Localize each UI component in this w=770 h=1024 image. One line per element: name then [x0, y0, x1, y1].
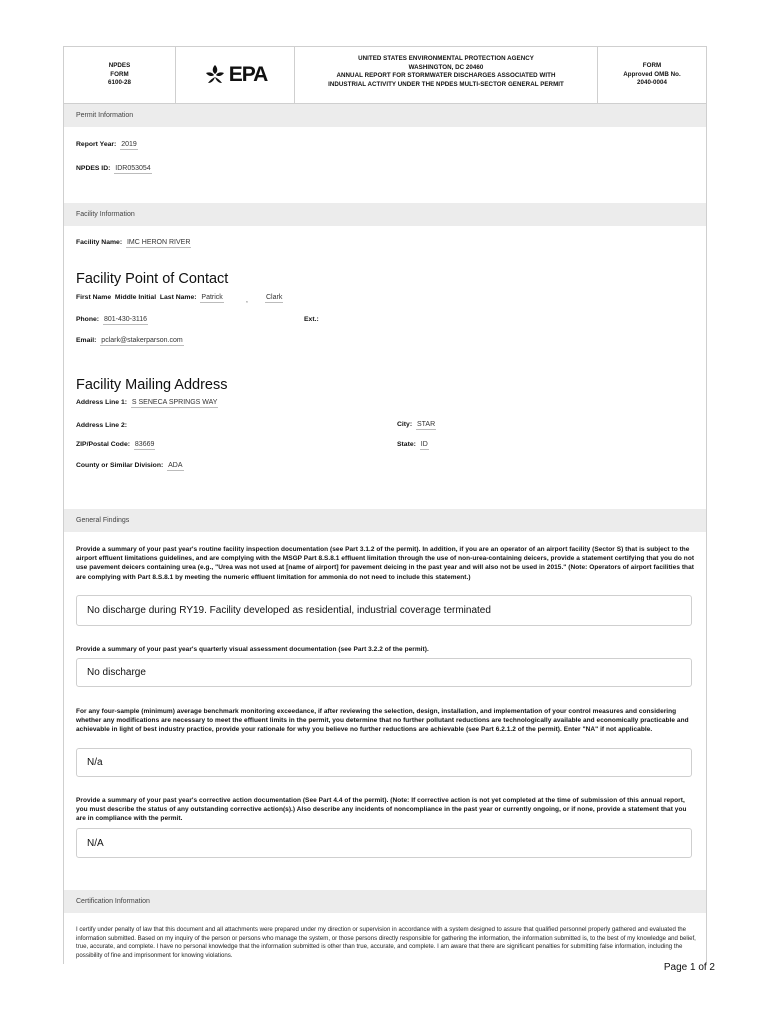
npdes-id-row	[76, 165, 152, 172]
address-line1-value: S SENECA SPRINGS WAY	[131, 399, 218, 406]
agency-line: UNITED STATES ENVIRONMENTAL PROTECTION AGENCY	[358, 55, 534, 62]
question-corrective-action: Provide a summary of your past year's corrective action documentation (See Part 4.4 of the permit). (Note: If corrective action is not yet completed at the time of submission of this annual report, you must describe the status of any outstanding corrective action(s).) Also describe any incidents of noncompliance in the past year or currently ongoing, or if none, provide a statement that you are in compliance with the permit.	[76, 797, 687, 823]
last-name-cell	[263, 294, 283, 301]
zip-label: ZIP/Postal Code:	[76, 441, 131, 448]
state-value: ID	[420, 441, 428, 448]
zip-value: 83669	[134, 441, 155, 448]
omb-line: Approved OMB No.	[623, 70, 681, 78]
county-row	[76, 462, 184, 469]
form-id-line: FORM	[110, 70, 129, 78]
first-name-label: First Name	[76, 294, 112, 301]
state-row	[397, 441, 429, 448]
npdes-id-value: IDR053054	[115, 165, 151, 172]
county-value: ADA	[168, 462, 183, 469]
answer-corrective-action: N/A	[76, 828, 692, 858]
certification-text: I certify under penalty of law that this document and all attachments were prepared under my direction or supervision in accordance with a system designed to assure that qualified personnel properly gathered and evaluated the information submitted. Based on my inquiry of the person or persons who manage the system, or those persons directly responsible for gathering the information, the information submitted is, to the best of my knowledge and belief, true, accurate, and complete. I have no personal knowledge that the information submitted is other than true, accurate, and complete. I am aware that there are significant penalties for submitting false information, including the possibility of fine and imprisonment for knowing violations.	[76, 926, 696, 959]
omb-approval-block	[598, 47, 706, 103]
section-general-findings: General Findings	[64, 509, 706, 532]
email-row	[76, 337, 184, 344]
phone-value: 801-430-3116	[103, 316, 148, 323]
address-line2-label: Address Line 2:	[76, 422, 127, 429]
form-id-block	[64, 47, 176, 103]
form-sheet	[63, 46, 707, 964]
facility-name-value: IMC HERON RIVER	[126, 239, 191, 246]
last-name-value: Clark	[266, 294, 283, 301]
agency-title-block	[294, 47, 598, 103]
email-label: Email:	[76, 337, 97, 344]
city-value: STAR	[417, 421, 436, 428]
form-id-line: NPDES	[108, 62, 131, 70]
omb-line: FORM	[642, 62, 662, 70]
question-benchmark: For any four-sample (minimum) average benchmark monitoring exceedance, if after reviewing the selection, design, installation, and implementation of your control measures and considering whether any modifications are necessary to meet the effluent limits in the permit, you determine that no further pollutant reductions are technologically available and economically practicable and achievable in light of best industry practice, provide your rationale for why you believe no further reductions are achievable (see Part 6.2.1.2 of the permit). Enter "NA" if not applicable.	[76, 708, 689, 734]
report-year-row	[76, 141, 138, 148]
agency-line: ANNUAL REPORT FOR STORMWATER DISCHARGES ASSOCIATED WITH	[336, 72, 556, 79]
facility-name-row	[76, 239, 191, 246]
agency-line: WASHINGTON, DC 20460	[408, 63, 484, 71]
question-inspection: Provide a summary of your past year's routine facility inspection documentation (see Part 3.1.2 of the permit). In addition, if you are an operator of an airport facility (Sector S) that is subject to the airport effluent limitations guidelines, and are complying with the MSGP Part 8.S.8.1 effluent limitation through the use of non-urea-containing deicers, provide a statement certifying that you do not use pavement deicers containing urea (e.g., "Urea was not used at [name of airport] for pavement deicing in the past year and will also not be used in 2015." (Note: Operators of airport facilities that are complying with Part 8.S.8.1 by meeting the numeric effluent limitation for ammonia do not need to include this statement.)	[76, 546, 695, 581]
report-year-value: 2019	[121, 141, 137, 148]
contact-heading: Facility Point of Contact	[76, 271, 229, 287]
agency-line: INDUSTRIAL ACTIVITY UNDER THE NPDES MULTI-SECTOR GENERAL PERMIT	[328, 80, 564, 88]
city-row	[397, 421, 436, 428]
answer-visual-assessment: No discharge	[76, 658, 692, 687]
section-permit-information: Permit Information	[64, 104, 706, 127]
county-label: County or Similar Division:	[76, 462, 164, 469]
city-label: City:	[397, 421, 413, 428]
report-year-label: Report Year:	[76, 141, 117, 148]
state-label: State:	[397, 441, 416, 448]
email-value: pclark@stakerparson.com	[101, 337, 183, 344]
address-line1-label: Address Line 1:	[76, 399, 127, 406]
answer-benchmark: N/a	[76, 748, 692, 777]
form-id-line: 6100-28	[107, 79, 132, 87]
phone-label: Phone:	[76, 316, 100, 323]
epa-logo	[176, 47, 294, 103]
facility-name-label: Facility Name:	[76, 239, 123, 246]
last-name-label: Last Name:	[159, 294, 197, 301]
answer-inspection: No discharge during RY19. Facility developed as residential, industrial coverage terminated	[76, 595, 692, 626]
npdes-id-label: NPDES ID:	[76, 165, 111, 172]
address-line1-row	[76, 399, 218, 406]
middle-initial-label: Middle Initial	[114, 294, 157, 301]
omb-line: 2040-0004	[636, 79, 668, 87]
section-facility-information: Facility Information	[64, 203, 706, 226]
logo-text: EPA	[228, 63, 268, 86]
zip-row	[76, 441, 155, 448]
ext-label: Ext.:	[304, 316, 319, 323]
epa-flower-icon	[203, 64, 227, 86]
question-visual-assessment: Provide a summary of your past year's quarterly visual assessment documentation (see Part 3.2.2 of the permit).	[76, 646, 429, 653]
section-certification: Certification Information	[64, 890, 706, 913]
mailing-heading: Facility Mailing Address	[76, 377, 228, 393]
form-header	[64, 47, 706, 104]
page-number: Page 1 of 2	[663, 962, 715, 973]
name-separator: ,	[246, 297, 248, 304]
first-name-value: Patrick	[201, 294, 223, 301]
contact-name-row	[76, 294, 224, 301]
phone-row	[76, 316, 148, 323]
